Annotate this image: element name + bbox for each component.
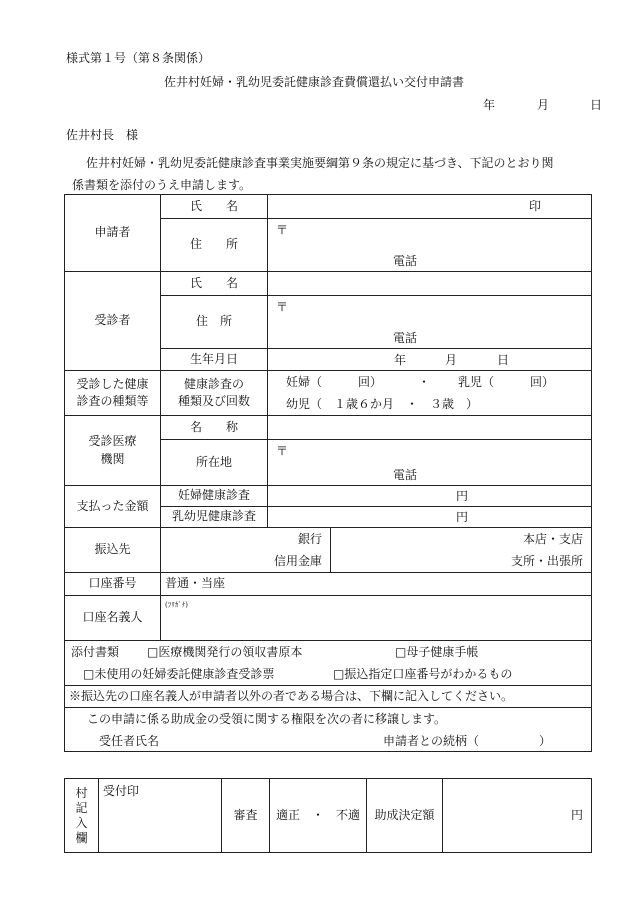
institution-postal-mark: 〒	[276, 444, 289, 458]
page-title: 佐井村妊婦・乳幼児委託健康診査費償還払い交付申請書	[164, 75, 465, 89]
patient-label: 受診者	[65, 272, 161, 371]
institution-name-row	[65, 416, 592, 440]
delegation-text: この申請に係る助成金の受領に関する権限を次の者に移譲します。	[87, 712, 447, 726]
checkup-row	[65, 371, 592, 416]
payment-pregnant-yen: 円	[456, 489, 469, 503]
institution-location-label: 所在地	[161, 440, 268, 486]
branch-field[interactable]	[331, 528, 592, 573]
patient-name-field[interactable]	[268, 272, 592, 296]
checkup-kind-line-2: 種類及び回数	[177, 394, 250, 408]
date-year-label: 年	[483, 98, 496, 112]
note-text: ※振込先の口座名義人が申請者以外の者である場合は、下欄に記入してください。	[65, 686, 592, 708]
applicant-name-label: 氏 名	[161, 195, 268, 219]
decision-yen: 円	[570, 807, 583, 822]
reception-stamp-label: 受付印	[103, 784, 140, 798]
attachment-account-checkbox[interactable]: □振込指定口座番号がわかるもの	[333, 667, 513, 681]
office-label: 支所・出張所	[510, 554, 583, 568]
account-number-row	[65, 573, 592, 596]
patient-birth-label: 生年月日	[161, 349, 268, 371]
attachments-cell	[65, 641, 592, 686]
payment-pregnant-field[interactable]	[268, 486, 592, 507]
applicant-postal-mark: 〒	[276, 223, 289, 237]
checkup-kind-line-1: 健康診査の	[183, 376, 244, 391]
payment-pregnant-row	[65, 486, 592, 507]
institution-label-line-1: 受診医療	[88, 434, 137, 449]
checkup-label	[65, 371, 161, 416]
village-use-row	[65, 779, 592, 853]
applicant-address-field[interactable]	[268, 219, 592, 272]
credit-union-label: 信用金庫	[273, 554, 322, 568]
relation-label[interactable]: 申請者との続柄（ ）	[383, 734, 552, 748]
account-number-field[interactable]: 普通・当座	[161, 573, 592, 596]
checkup-kind-label	[161, 371, 268, 416]
note-row	[65, 686, 592, 708]
checkup-kind-field[interactable]	[268, 371, 592, 416]
checkup-label-line-2: 診査の種類等	[76, 394, 149, 408]
furigana-label: (ﾌﾘｶﾞﾅ)	[165, 601, 188, 609]
birth-year-label: 年	[394, 353, 407, 367]
date-day-label: 日	[590, 98, 603, 112]
attachment-handbook-checkbox[interactable]: □母子健康手帳	[395, 645, 479, 659]
seal-mark: 印	[528, 199, 541, 213]
attachment-voucher-checkbox[interactable]: □未使用の妊婦委託健康診査受診票	[83, 667, 275, 681]
applicant-phone-label: 電話	[393, 254, 418, 268]
decision-amount-field[interactable]	[443, 779, 592, 853]
decision-amount-label: 助成決定額	[367, 779, 443, 853]
toddler-option: 幼児（ １歳６か月 ・ ３歳 ）	[286, 397, 479, 411]
birth-month-label: 月	[445, 353, 458, 367]
village-use-label	[65, 779, 99, 853]
applicant-name-field[interactable]	[268, 195, 592, 219]
patient-phone-label: 電話	[393, 331, 418, 345]
account-holder-label: 口座名義人	[65, 596, 161, 641]
institution-location-field[interactable]	[268, 440, 592, 486]
applicant-address-label: 住 所	[161, 219, 268, 272]
patient-name-row	[65, 272, 592, 296]
payment-infant-field[interactable]	[268, 507, 592, 528]
payment-label: 支払った金額	[65, 486, 161, 528]
institution-name-label: 名 称	[161, 416, 268, 440]
reception-stamp-field[interactable]	[99, 779, 222, 853]
delegation-row	[65, 708, 592, 752]
attachments-row	[65, 641, 592, 686]
institution-label-line-2: 機関	[100, 451, 125, 466]
date-month-label: 月	[537, 98, 550, 112]
review-label: 審査	[222, 779, 270, 853]
account-holder-row	[65, 596, 592, 641]
patient-address-field[interactable]	[268, 296, 592, 349]
transfer-label: 振込先	[65, 528, 161, 573]
attachment-receipt-checkbox[interactable]: □医療機関発行の領収書原本	[147, 645, 303, 659]
village-use-label-text: 村記入欄	[75, 785, 88, 845]
institution-label	[65, 416, 161, 486]
transfer-row	[65, 528, 592, 573]
payment-pregnant-label: 妊婦健康診査	[161, 486, 268, 507]
intro-line-1: 佐井村妊婦・乳幼児委託健康診査事業実施要綱第９条の規定に基づき、下記のとおり関	[86, 156, 554, 170]
patient-birth-field[interactable]	[268, 349, 592, 371]
checkup-label-line-1: 受診した健康	[76, 376, 149, 391]
payment-infant-yen: 円	[456, 510, 469, 524]
institution-name-field[interactable]	[268, 416, 592, 440]
infant-count: 乳児（ 回）	[458, 375, 555, 389]
review-result-field[interactable]: 適正 ・ 不適	[270, 779, 367, 853]
form-number: 様式第１号（第８条関係）	[66, 51, 211, 65]
applicant-name-row	[65, 195, 592, 219]
applicant-label: 申請者	[65, 195, 161, 272]
account-number-label: 口座番号	[65, 573, 161, 596]
delegation-cell	[65, 708, 592, 752]
pregnant-count: 妊婦（ 回）	[286, 375, 383, 389]
birth-day-label: 日	[497, 353, 510, 367]
addressee: 佐井村長 様	[66, 128, 139, 142]
application-form-table	[64, 194, 592, 752]
patient-address-label: 住 所	[161, 296, 268, 349]
intro-line-2: 係書類を添付のうえ申請します。	[72, 178, 252, 192]
agent-name-label[interactable]: 受任者氏名	[99, 734, 160, 748]
payment-infant-label: 乳幼児健康診査	[161, 507, 268, 528]
bank-field[interactable]	[161, 528, 331, 573]
institution-phone-label: 電話	[393, 468, 418, 482]
branch-label: 本店・支店	[522, 532, 583, 546]
patient-name-label: 氏 名	[161, 272, 268, 296]
patient-postal-mark: 〒	[276, 300, 289, 314]
village-use-table	[64, 778, 592, 853]
checkup-separator: ・	[418, 375, 431, 389]
account-holder-field[interactable]	[161, 596, 592, 641]
attachments-label: 添付書類	[71, 645, 120, 659]
bank-label: 銀行	[297, 532, 322, 546]
